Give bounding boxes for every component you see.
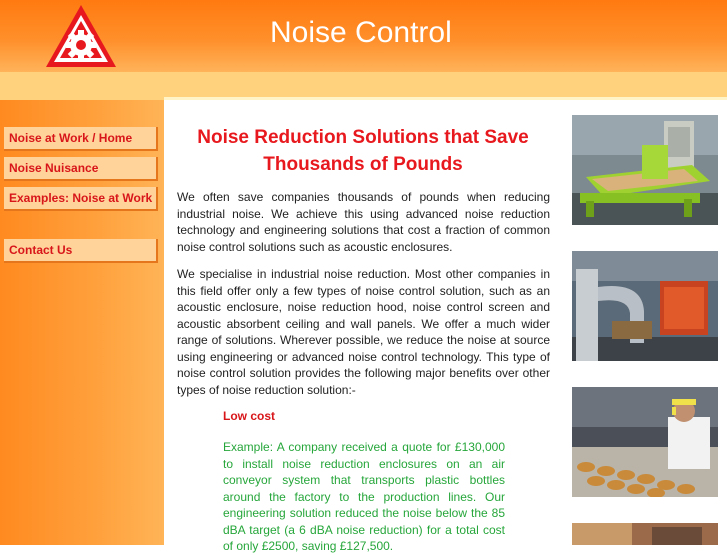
benefit-title: Low cost [223, 409, 276, 423]
benefit-example: Example: A company received a quote for £130,000 to install noise reduction enclosures on an air conveyor system that transports plastic bottles around the factory to the production lines. Our engineering solution reduced the noise below the 85 dBA target (a 6 dBA noise reduction) for a total cost of only £2500, saving £127,500. [223, 440, 505, 553]
gear-triangle-logo-icon[interactable] [44, 3, 118, 69]
sidebar-item-contact-us[interactable]: Contact Us [4, 239, 158, 263]
intro-paragraph: We often save companies thousands of pounds when reducing industrial noise. We achieve this using advanced noise reduction technology and engineering solutions that cost a fraction of common noise control solutions such as acoustic enclosures. [177, 190, 550, 254]
sidebar-item-noise-nuisance[interactable]: Noise Nuisance [4, 157, 158, 181]
sidebar-item-examples[interactable]: Examples: Noise at Work [4, 187, 158, 211]
site-title: Noise Control [270, 16, 452, 49]
industrial-photo-partial [572, 523, 718, 545]
page-title-line1: Noise Reduction Solutions that Save [197, 127, 529, 148]
sidebar-nav [0, 100, 164, 545]
services-paragraph: We specialise in industrial noise reduction. Most other companies in this field offer only a few types of noise control solution, such as an acoustic enclosure, noise reduction hood, noise control screen and acoustic absorbent ceiling and wall panels. We offer a much wider range of solutions. Wherever possible, we reduce the noise at source using engineering or advanced noise control technology. This type of noise control solution provides the following major benefits over other types of noise reduction solution:- [177, 267, 550, 397]
factory-ducting-photo [572, 251, 718, 361]
photo-column [564, 100, 727, 545]
header-band [0, 72, 727, 100]
main-content [164, 100, 564, 553]
sidebar-item-noise-at-work-home[interactable]: Noise at Work / Home [4, 127, 158, 151]
page-title [184, 124, 542, 178]
bakery-worker-photo [572, 387, 718, 497]
site-header [0, 0, 727, 72]
industrial-machine-photo [572, 115, 718, 225]
page-title-line2: Thousands of Pounds [263, 154, 463, 175]
